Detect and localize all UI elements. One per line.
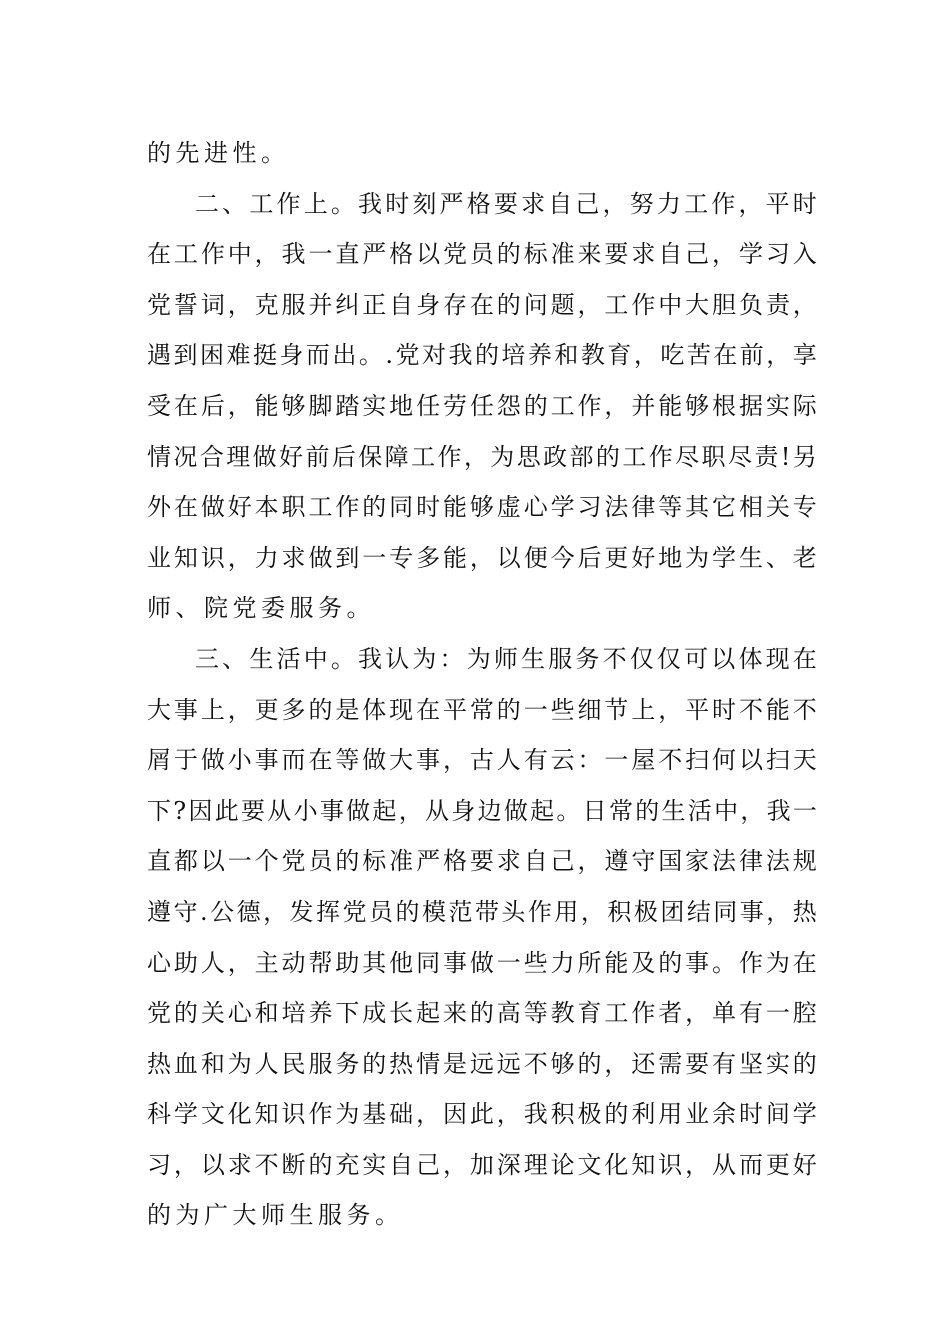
text-line: 党 誓 词 ， 克 服 并 纠 正 自 身 存 在 的 问 题 ， 工 作 中 大 胆 负 责 ，: [147, 290, 817, 319]
text-line: 科 学 文 化 知 识 作 为 基 础 ， 因 此 ， 我 积 极 的 利 用 业 余 时 间 学: [147, 1100, 817, 1129]
text-line: 党 的 关 心 和 培 养 下 成 长 起 来 的 高 等 教 育 工 作 者 ， 单 有 一 腔: [147, 999, 817, 1028]
text-line: 业 知 识 ， 力 求 做 到 一 专 多 能 ， 以 便 今 后 更 好 地 为 学 生 、 老: [147, 543, 817, 572]
text-line: 师、院党委服务。: [147, 594, 375, 623]
text-line: 遇 到 困 难 挺 身 而 出 。 . 党 对 我 的 培 养 和 教 育 ， 吃 苦 在 前 ， 享: [147, 341, 817, 370]
text-line: 受 在 后 ， 能 够 脚 踏 实 地 任 劳 任 怨 的 工 作 ， 并 能 够 根 据 实 际: [147, 391, 817, 420]
text-line: 在 工 作 中 ， 我 一 直 严 格 以 党 员 的 标 准 来 要 求 自 己 ， 学 习 入: [147, 240, 817, 269]
document-body: [147, 128, 817, 1241]
text-line: 热 血 和 为 人 民 服 务 的 热 情 是 远 远 不 够 的 ， 还 需 要 有 坚 实 的: [147, 1049, 817, 1078]
text-line: 的先进性。: [147, 139, 290, 167]
text-line: 心 助 人 ， 主 动 帮 助 其 他 同 事 做 一 些 力 所 能 及 的 事 。 作 为 在: [147, 948, 817, 977]
text-line: 的为广大师生服务。: [147, 1201, 404, 1230]
text-line: 下 ? 因 此 要 从 小 事 做 起 ， 从 身 边 做 起 。 日 常 的 生 活 中 ， 我 一: [147, 796, 817, 825]
text-line: 大 事 上 ， 更 多 的 是 体 现 在 平 常 的 一 些 细 节 上 ， 平 时 不 能 不: [147, 695, 817, 724]
text-line: 二 、 工 作 上 。 我 时 刻 严 格 要 求 自 己 ， 努 力 工 作 ， 平 时: [195, 189, 817, 218]
text-line: 习 ， 以 求 不 断 的 充 实 自 己 ， 加 深 理 论 文 化 知 识 ， 从 而 更 好: [147, 1150, 817, 1179]
text-line: 外 在 做 好 本 职 工 作 的 同 时 能 够 虚 心 学 习 法 律 等 其 它 相 关 专: [147, 493, 817, 522]
text-line: 遵 守 . 公 德 ， 发 挥 党 员 的 模 范 带 头 作 用 ， 积 极 团 结 同 事 ， 热: [147, 897, 817, 926]
text-line: 屑 于 做 小 事 而 在 等 做 大 事 ， 古 人 有 云 ： 一 屋 不 扫 何 以 扫 天: [147, 746, 817, 775]
text-line: 情 况 合 理 做 好 前 后 保 障 工 作 ， 为 思 政 部 的 工 作 尽 职 尽 责 ! 另: [147, 442, 817, 471]
text-line: 三 、 生 活 中 。 我 认 为 ： 为 师 生 服 务 不 仅 仅 可 以 体 现 在: [195, 644, 817, 673]
text-line: 直 都 以 一 个 党 员 的 标 准 严 格 要 求 自 己 ， 遵 守 国 家 法 律 法 规: [147, 847, 817, 876]
